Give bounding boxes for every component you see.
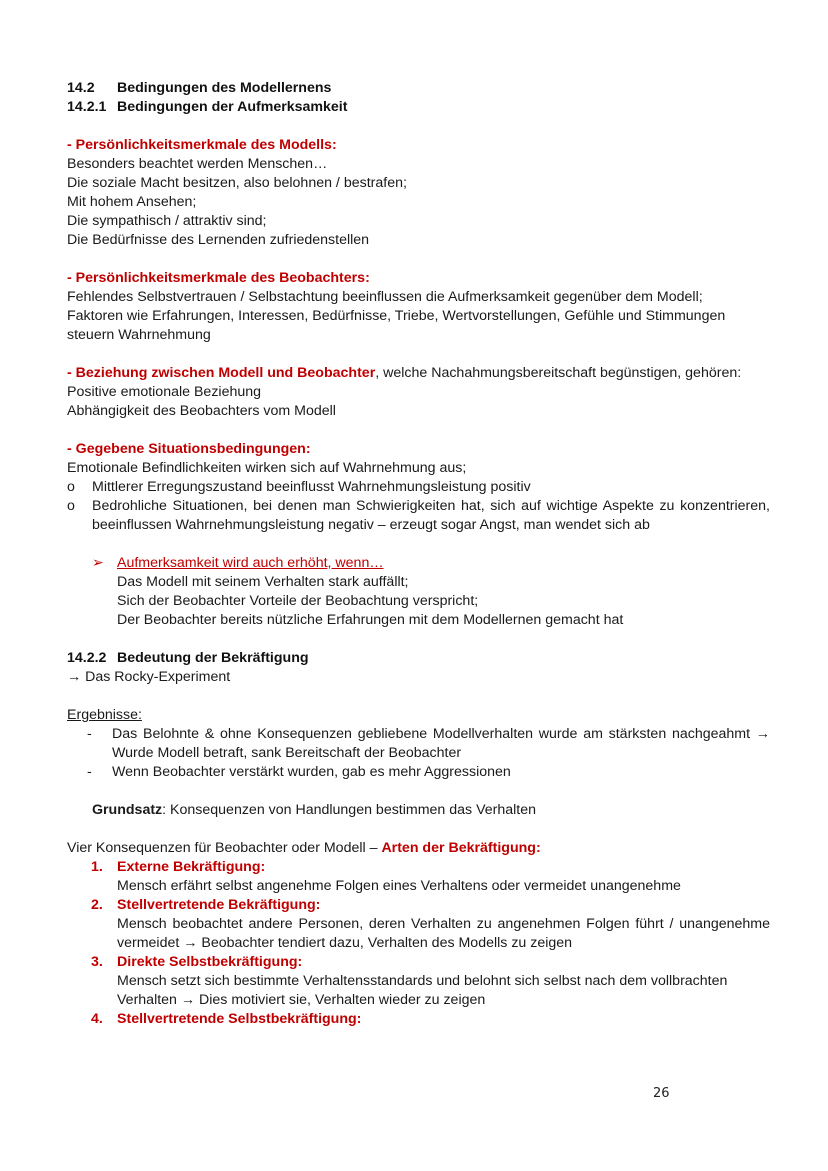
model-traits-line: Die sympathisch / attraktiv sind; [67,213,267,229]
section-heading-14-2: 14.2 Bedingungen des Modellernens [67,80,332,96]
observer-traits-heading: - Persönlichkeitsmerkmale des Beobachters: [67,270,370,286]
attention-increase-heading: Aufmerksamkeit wird auch erhöht, wenn… [117,555,384,571]
type-item-2: 2. Stellvertretende Bekräftigung: [91,897,321,913]
type-item-2-text: Mensch beobachtet andere Personen, deren Verhalten zu angenehmen Folgen führt / unangenehme vermeidet → Beobachter tendiert dazu, Verhalten des Modells zu zeigen [117,916,770,951]
document-page [67,79,770,1029]
attention-increase-line: Der Beobachter bereits nützliche Erfahrungen mit dem Modellernen gemacht hat [117,612,624,628]
model-traits-line: Besonders beachtet werden Menschen… [67,156,328,172]
rocky-experiment-line: → Das Rocky-Experiment [67,669,231,685]
model-traits-line: Die Bedürfnisse des Lernenden zufriedenstellen [67,232,370,248]
attention-increase-line: Sich der Beobachter Vorteile der Beobachtung verspricht; [117,593,479,609]
results-item: - Das Belohnte & ohne Konsequenzen gebliebene Modellverhalten wurde am stärksten nachgeahmt → Wurde Modell betraft, sank Bereitschaft der Beobachter [87,726,770,761]
type-item-1-text: Mensch erfährt selbst angenehme Folgen eines Verhaltens oder vermeidet unangenehme [117,878,681,894]
circle-bullet-icon: o [67,498,75,514]
model-traits-line: Die soziale Macht besitzen, also belohnen / bestrafen; [67,175,407,191]
observer-traits-line: Faktoren wie Erfahrungen, Interessen, Bedürfnisse, Triebe, Wertvorstellungen, Gefühle und Stimmungen steuern Wahrnehmung [67,308,726,343]
model-traits-line: Mit hohem Ansehen; [67,194,197,210]
type-item-4: 4. Stellvertretende Selbstbekräftigung: [91,1011,362,1027]
results-heading: Ergebnisse: [67,707,142,723]
circle-bullet-icon: o [67,479,75,495]
observer-traits-line: Fehlendes Selbstvertrauen / Selbstachtung beeinflussen die Aufmerksamkeit gegenüber dem Modell; [67,289,703,305]
dash-bullet-icon: - [87,764,92,780]
situation-intro: Emotionale Befindlichkeiten wirken sich auf Wahrnehmung aus; [67,460,467,476]
types-intro: Vier Konsequenzen für Beobachter oder Modell – Arten der Bekräftigung: [67,840,541,856]
attention-increase-line: Das Modell mit seinem Verhalten stark auffällt; [117,574,409,590]
relationship-paragraph: - Beziehung zwischen Modell und Beobachter, welche Nachahmungsbereitschaft begünstigen, gehören: [67,365,742,381]
situation-bullet: o Mittlerer Erregungszustand beeinflusst Wahrnehmungsleistung positiv [67,479,531,495]
situation-heading: - Gegebene Situationsbedingungen: [67,441,311,457]
arrow-bullet-icon: ➢ [92,555,104,571]
type-item-1: 1. Externe Bekräftigung: [91,859,266,875]
dash-bullet-icon: - [87,726,92,742]
type-item-3-text: Mensch setzt sich bestimmte Verhaltensstandards und belohnt sich selbst nach dem vollbrachten Verhalten → Dies motiviert sie, Verhalten wieder zu zeigen [117,973,728,1008]
model-traits-heading: - Persönlichkeitsmerkmale des Modells: [67,137,337,153]
results-item: - Wenn Beobachter verstärkt wurden, gab es mehr Aggressionen [87,764,511,780]
section-heading-14-2-2: 14.2.2 Bedeutung der Bekräftigung [67,650,309,666]
grundsatz-line: Grundsatz: Konsequenzen von Handlungen bestimmen das Verhalten [92,802,537,818]
page-number: 26 [653,1086,670,1101]
type-item-3: 3. Direkte Selbstbekräftigung: [91,954,303,970]
relationship-line: Positive emotionale Beziehung [67,384,262,400]
situation-bullet: o Bedrohliche Situationen, bei denen man Schwierigkeiten hat, sich auf wichtige Aspekte zu konzentrieren, beeinflussen Wahrnehmungsleistung negativ – erzeugt sogar Angst, man wendet sich ab [67,498,770,533]
attention-increase-block [92,554,770,630]
relationship-line: Abhängigkeit des Beobachters vom Modell [67,403,336,419]
section-heading-14-2-1: 14.2.1 Bedingungen der Aufmerksamkeit [67,99,348,115]
